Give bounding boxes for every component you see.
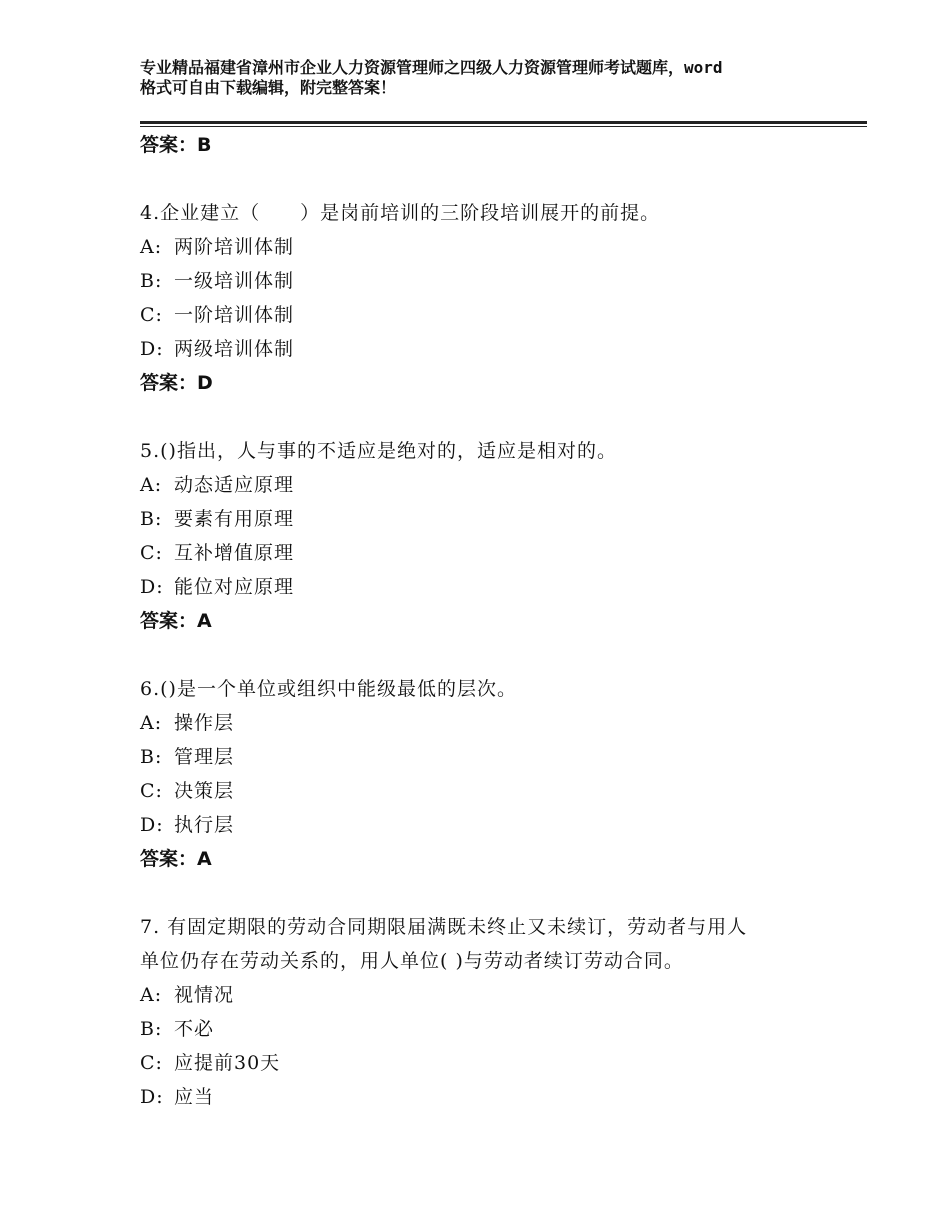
question-block [140, 434, 830, 638]
answer-label: 答案：A [140, 610, 212, 632]
question-block [140, 910, 830, 1114]
option-b: B: 不必 [140, 1018, 215, 1040]
header-rule-thin [140, 126, 867, 127]
option-a: A: 视情况 [140, 984, 235, 1006]
option-d: D: 应当 [140, 1086, 215, 1108]
document-header [140, 58, 840, 98]
question-block [140, 196, 830, 400]
answer-label: 答案：D [140, 372, 213, 394]
answer-label: 答案：B [140, 134, 212, 156]
option-c: C: 决策层 [140, 780, 235, 802]
question-list [140, 128, 830, 1114]
option-a: A: 动态适应原理 [140, 474, 295, 496]
answer-label: 答案：A [140, 848, 212, 870]
option-c: C: 一阶培训体制 [140, 304, 295, 326]
option-a: A: 两阶培训体制 [140, 236, 295, 258]
question-stem: 7. 有固定期限的劳动合同期限届满既未终止又未续订，劳动者与用人 单位仍存在劳动关系的，用人单位( )与劳动者续订劳动合同。 [140, 916, 748, 972]
question-stem: 6.()是一个单位或组织中能级最低的层次。 [140, 678, 517, 700]
question-block [140, 672, 830, 876]
header-rule-thick [140, 121, 867, 124]
option-a: A: 操作层 [140, 712, 235, 734]
question-stem: 5.()指出，人与事的不适应是绝对的，适应是相对的。 [140, 440, 617, 462]
option-d: D: 两级培训体制 [140, 338, 295, 360]
option-b: B: 一级培训体制 [140, 270, 295, 292]
option-d: D: 执行层 [140, 814, 235, 836]
question-stem: 4.企业建立（ ）是岗前培训的三阶段培训展开的前提。 [140, 202, 661, 224]
option-b: B: 管理层 [140, 746, 235, 768]
option-c: C: 应提前30天 [140, 1052, 281, 1074]
option-c: C: 互补增值原理 [140, 542, 295, 564]
option-b: B: 要素有用原理 [140, 508, 295, 530]
header-line-2: 格式可自由下载编辑，附完整答案！ [140, 78, 397, 97]
header-line-1: 专业精品福建省漳州市企业人力资源管理师之四级人力资源管理师考试题库，word [140, 58, 723, 77]
option-d: D: 能位对应原理 [140, 576, 295, 598]
